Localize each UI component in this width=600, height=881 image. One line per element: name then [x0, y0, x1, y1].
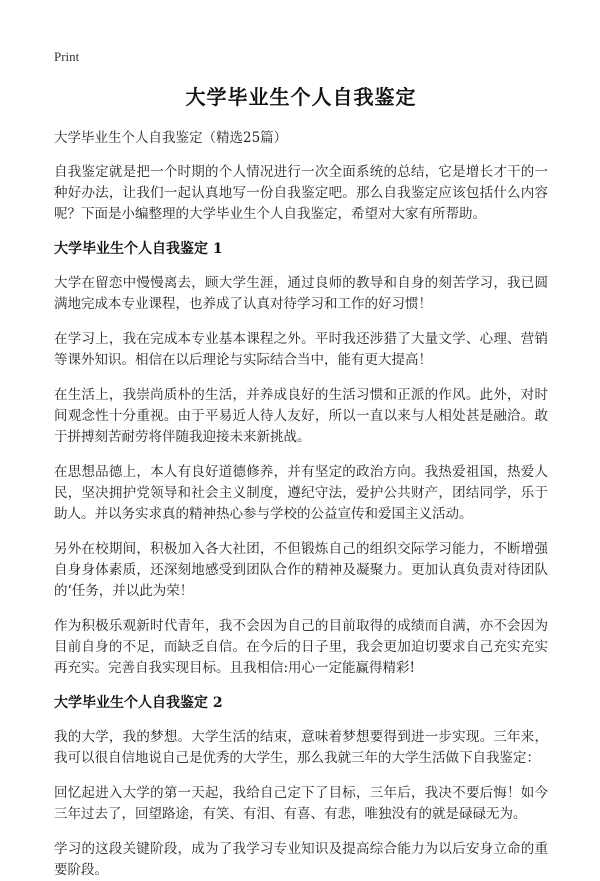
section-2-paragraph-2: 回忆起进入大学的第一天起，我给自己定下了目标，三年后，我决不要后悔！如今三年过去了，回望路途，有笑、有泪、有喜、有悲，唯独没有的就是碌碌无为。 [54, 785, 548, 822]
section-2-paragraph-1: 我的大学，我的梦想。大学生活的结束，意味着梦想要得到进一步实现。三年来，我可以很自信地说自己是优秀的大学生，那么我就三年的大学生活做下自我鉴定： [54, 729, 548, 766]
section-1-paragraph-2: 在学习上，我在完成本专业基本课程之外。平时我还涉猎了大量文学、心理、营销等课外知识。相信在以后理论与实际结合当中，能有更大提高！ [54, 331, 548, 368]
document-subtitle: 大学毕业生个人自我鉴定（精选25篇） [54, 130, 288, 146]
section-1-paragraph-1: 大学在留恋中慢慢离去，顾大学生涯，通过良师的教导和自身的刻苦学习，我已圆满地完成本专业课程，也养成了认真对待学习和工作的好习惯！ [54, 275, 548, 312]
print-link[interactable]: Print [54, 49, 80, 64]
section-heading-1: 大学毕业生个人自我鉴定 1 [54, 241, 223, 257]
intro-paragraph: 自我鉴定就是把一个时期的个人情况进行一次全面系统的总结，它是增长才干的一种好办法，让我们一起认真地写一份自我鉴定吧。那么自我鉴定应该包括什么内容呢？下面是小编整理的大学毕业生个人自我鉴定，希望对大家有所帮助。 [54, 164, 548, 222]
section-1-paragraph-5: 另外在校期间，积极加入各大社团，不但锻炼自己的组织交际学习能力，不断增强自身身体素质，还深刻地感受到团队合作的精神及凝聚力。更加认真负责对待团队的‘任务，并以此为荣！ [54, 541, 548, 599]
section-1-paragraph-6: 作为积极乐观新时代青年，我不会因为自己的目前取得的成绩而自满，亦不会因为目前自身的不足，而缺乏自信。在今后的日子里，我会更加迫切要求自己充实充实再充实。完善自我实现目标。且我相信:用心一定能赢得精彩! [54, 618, 548, 676]
section-2-paragraph-3: 学习的这段关键阶段，成为了我学习专业知识及提高综合能力为以后安身立命的重要阶段。 [54, 841, 548, 878]
section-1-paragraph-4: 在思想品德上，本人有良好道德修养，并有坚定的政治方向。我热爱祖国，热爱人民，坚决拥护党领导和社会主义制度，遵纪守法，爱护公共财产，团结同学，乐于助人。并以务实求真的精神热心参与学校的公益宣传和爱国主义活动。 [54, 464, 548, 522]
section-heading-2: 大学毕业生个人自我鉴定 2 [54, 695, 223, 711]
section-1-paragraph-3: 在生活上，我崇尚质朴的生活，并养成良好的生活习惯和正派的作风。此外，对时间观念性十分重视。由于平易近人待人友好，所以一直以来与人相处甚是融洽。敢于拼搏刻苦耐劳将伴随我迎接未来新挑战。 [54, 387, 548, 445]
document-title: 大学毕业生个人自我鉴定 [185, 85, 417, 109]
